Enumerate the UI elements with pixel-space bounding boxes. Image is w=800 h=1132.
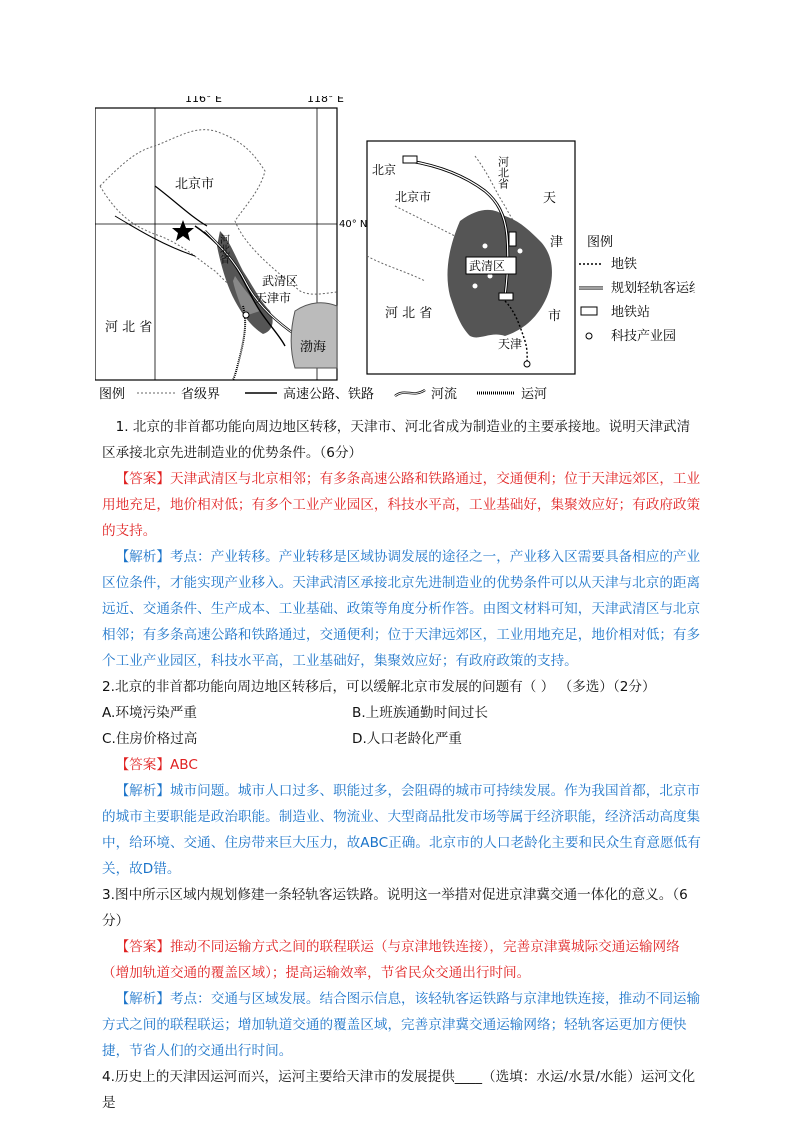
q3-text: 3.图中所示区域内规划修建一条轻轨客运铁路。说明这一举措对促进京津冀交通一体化的意义。（6分） [102, 887, 688, 929]
label-beijing-city: 北京市 [395, 190, 432, 204]
q3-analysis-text: 考点：交通与区域发展。结合图示信息，该轻轨客运铁路与京津地铁连接，推动不同运输方式之间的联程联运；增加轨道交通的覆盖区域，完善京津冀交通运输网络；轻轨客运更加方便快捷，节省人们的交通出行时间。 [102, 991, 701, 1059]
q1-answer [102, 466, 702, 544]
label-hebei: 河 北 省 [105, 320, 153, 335]
q2-answer-text: ABC [169, 757, 198, 773]
q2-option-b: B.上班族通勤时间过长 [352, 705, 488, 721]
q3-answer [102, 934, 702, 986]
q2-text: 2.北京的非首都功能向周边地区转移后，可以缓解北京市发展的问题有（ ） （多选）（2分） [102, 679, 656, 695]
lat-label-40: 40° N [339, 219, 368, 230]
analysis-tag: 【解析】 [115, 783, 170, 799]
legend-station: 地铁站 [611, 305, 651, 320]
right-legend [579, 235, 695, 344]
q2-option-c: C.住房价格过高 [102, 731, 198, 747]
legend-highway: 高速公路、铁路 [283, 387, 375, 402]
q3-analysis [102, 986, 702, 1064]
q2-option-d: D.人口老龄化严重 [352, 731, 462, 747]
document-body [102, 414, 702, 1116]
q1-answer-text: 天津武清区与北京相邻；有多条高速公路和铁路通过，交通便利；位于天津远郊区，工业用地充足，地价相对低；有多个工业产业园区，科技水平高，工业基础好，集聚效应好；有政府政策的支持。 [102, 471, 701, 539]
answer-tag: 【答案】 [115, 939, 170, 955]
legend-canal: 运河 [521, 387, 548, 402]
q2-answer [102, 752, 702, 778]
legend-title: 图例 [587, 235, 614, 250]
bottom-legend [99, 386, 547, 402]
label-tian: 天 [543, 191, 557, 206]
label-hebei-small: 河北省 [217, 234, 229, 264]
map-figure [95, 96, 695, 402]
analysis-tag: 【解析】 [115, 549, 170, 565]
legend-river: 河流 [431, 387, 458, 402]
analysis-tag: 【解析】 [115, 991, 170, 1007]
answer-tag: 【答案】 [115, 757, 170, 773]
label-shi: 市 [548, 309, 562, 324]
q3-answer-text: 推动不同运输方式之间的联程联运（与京津地铁连接），完善京津冀城际交通运输网络（增加轨道交通的覆盖区域）；提高运输效率，节省民众交通出行时间。 [102, 939, 680, 981]
legend-subway: 地铁 [611, 257, 638, 272]
label-hebei-right: 河 北 省 [385, 306, 433, 321]
label-hebei-vertical: 河北省 [496, 156, 510, 189]
label-jin: 津 [550, 235, 564, 250]
right-map [367, 141, 575, 374]
bottom-legend-title: 图例 [99, 387, 126, 402]
label-bohai: 渤海 [300, 340, 327, 355]
legend-light-rail: 规划轻轨客运线 [611, 281, 695, 296]
label-tianjin-city: 天津 [498, 337, 523, 351]
q1-text: 1. 北京的非首都功能向周边地区转移，天津市、河北省成为制造业的主要承接地。说明天津武清区承接北京先进制造业的优势条件。（6分） [102, 419, 691, 461]
lon-label-116: 116° E [185, 96, 222, 105]
lon-label-118: 118° E [307, 96, 344, 105]
q4-text: 4.历史上的天津因运河而兴，运河主要给天津市的发展提供____（选填：水运/水景/水能）运河文化是 [102, 1069, 696, 1111]
answer-tag: 【答案】 [115, 471, 170, 487]
label-wuqing-right: 武清区 [469, 259, 506, 273]
q2-analysis [102, 778, 702, 882]
q2-analysis-text: 城市问题。城市人口过多、职能过多，会阻碍的城市可持续发展。作为我国首都，北京市的城市主要职能是政治职能。制造业、物流业、大型商品批发市场等属于经济职能，经济活动高度集中，给环境、交通、住房带来巨大压力，故ABC正确。北京市的人口老龄化主要和民众生育意愿低有关，故D错。 [102, 783, 701, 877]
label-wuqing: 武清区 [262, 274, 299, 288]
q1-analysis-text: 考点：产业转移。产业转移是区域协调发展的途径之一，产业移入区需要具备相应的产业区位条件，才能实现产业移入。天津武清区承接北京先进制造业的优势条件可以从天津与北京的距离远近、交通条件、生产成本、工业基础、政策等角度分析作答。由图文材料可知，天津武清区与北京相邻；有多条高速公路和铁路通过，交通便利；位于天津远郊区，工业用地充足，地价相对低；有多个工业产业园区，科技水平高，工业基础好，集聚效应好；有政府政策的支持。 [102, 549, 701, 669]
label-beijing: 北京市 [175, 177, 215, 192]
legend-tech-park: 科技产业园 [611, 329, 677, 344]
left-map [95, 96, 367, 380]
q2-options [102, 700, 702, 752]
q1-analysis [102, 544, 702, 674]
label-beijing-top: 北京 [372, 163, 397, 177]
legend-province-border: 省级界 [181, 387, 221, 402]
label-tianjin: 天津市 [255, 291, 292, 305]
q2-option-a: A.环境污染严重 [102, 705, 197, 721]
